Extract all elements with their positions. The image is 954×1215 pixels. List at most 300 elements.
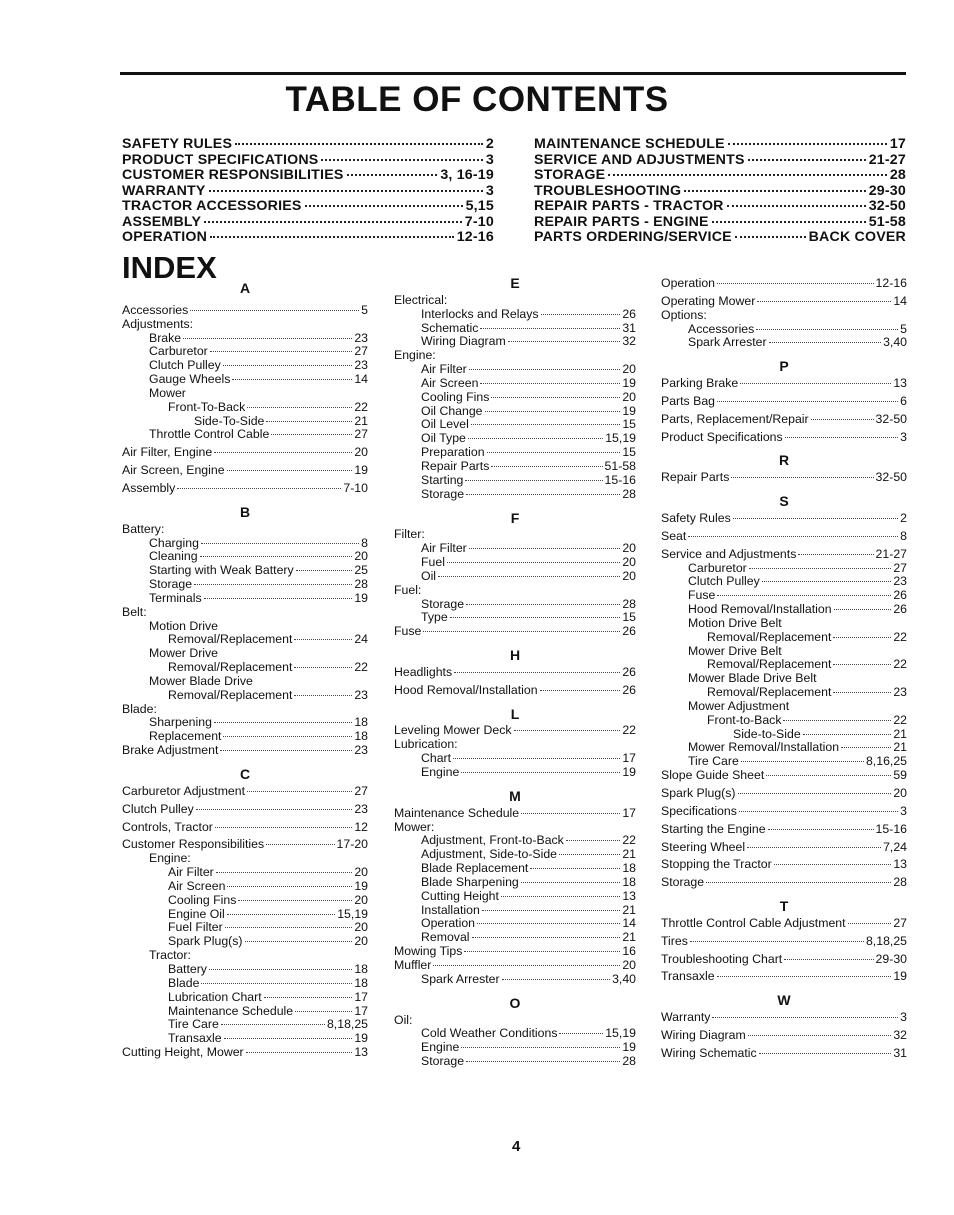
- index-heading-label: Mower Blade Drive: [149, 673, 253, 688]
- toc-entry[interactable]: [534, 136, 906, 152]
- index-entry[interactable]: [394, 555, 636, 569]
- spacer: [661, 349, 907, 358]
- index-group-heading: [394, 348, 636, 362]
- index-entry-label: Removal/Replacement: [168, 687, 293, 702]
- index-entry[interactable]: [122, 463, 368, 477]
- index-entry[interactable]: [122, 632, 368, 646]
- toc-entry[interactable]: [534, 183, 906, 199]
- spacer: [661, 484, 907, 493]
- index-entry-page: 14: [893, 293, 907, 308]
- index-heading-label: Mower Drive: [149, 646, 219, 661]
- index-group-heading: [122, 522, 368, 536]
- index-entry-label: Cleaning: [149, 549, 198, 564]
- index-group-heading: [122, 317, 368, 331]
- index-entry[interactable]: [122, 414, 368, 428]
- index-entry[interactable]: [394, 930, 636, 944]
- index-entry[interactable]: [122, 907, 368, 921]
- index-entry[interactable]: [394, 1054, 636, 1068]
- index-entry-label: Removal/Replacement: [168, 660, 293, 675]
- dot-leader: [559, 854, 620, 855]
- index-entry-label: Wiring Diagram: [421, 334, 506, 349]
- index-entry-label: Removal/Replacement: [707, 629, 832, 644]
- index-entry[interactable]: [661, 875, 907, 889]
- index-entry-page: 20: [354, 920, 368, 935]
- dot-leader: [741, 761, 864, 762]
- index-entry[interactable]: [122, 820, 368, 834]
- index-section-letter: E: [510, 275, 520, 291]
- index-entry-page: 15,19: [337, 906, 368, 921]
- dot-leader: [238, 900, 352, 901]
- dot-leader: [204, 221, 462, 223]
- index-heading-label: Mower:: [394, 819, 435, 834]
- index-entry-page: 3: [900, 429, 907, 444]
- index-entry[interactable]: [661, 786, 907, 800]
- index-entry-label: Hood Removal/Installation: [688, 602, 832, 617]
- index-entry[interactable]: [394, 597, 636, 611]
- index-entry[interactable]: [661, 840, 907, 854]
- dot-leader: [271, 434, 352, 435]
- index-entry[interactable]: [394, 958, 636, 972]
- index-entry-page: 21: [354, 413, 368, 428]
- index-entry-page: 21: [893, 726, 907, 741]
- index-entry[interactable]: [394, 390, 636, 404]
- toc-entry[interactable]: [122, 214, 494, 230]
- index-entry[interactable]: [122, 577, 368, 591]
- index-entry-page: 3: [900, 1010, 907, 1025]
- dot-leader: [608, 174, 887, 176]
- index-entry[interactable]: [394, 487, 636, 501]
- index-entry-page: 28: [622, 1054, 636, 1069]
- index-entry-label: Maintenance Schedule: [168, 1003, 294, 1018]
- dot-leader: [834, 609, 892, 610]
- dot-leader: [294, 667, 352, 668]
- dot-leader: [245, 941, 353, 942]
- index-entry-page: 26: [622, 306, 636, 321]
- index-entry-page: 21: [622, 902, 636, 917]
- index-entry[interactable]: [122, 427, 368, 441]
- spacer: [661, 443, 907, 452]
- index-entry[interactable]: [661, 804, 907, 818]
- index-entry[interactable]: [661, 276, 907, 290]
- index-entry[interactable]: [122, 865, 368, 879]
- dot-leader: [294, 639, 352, 640]
- index-entry-page: 51-58: [604, 458, 636, 473]
- index-entry[interactable]: [394, 445, 636, 459]
- index-entry-page: 28: [622, 596, 636, 611]
- toc-entry[interactable]: [122, 229, 494, 245]
- index-heading-label: Mower: [149, 385, 186, 400]
- index-entry-label: Wiring Diagram: [661, 1027, 746, 1042]
- dot-leader: [295, 1011, 352, 1012]
- index-entry[interactable]: [661, 529, 907, 543]
- dot-leader: [748, 159, 866, 161]
- index-entry[interactable]: [122, 563, 368, 577]
- index-entry-page: 59: [893, 768, 907, 783]
- index-entry[interactable]: [394, 362, 636, 376]
- index-entry[interactable]: [122, 331, 368, 345]
- index-entry-label: Clutch Pulley: [122, 801, 194, 816]
- index-entry[interactable]: [394, 806, 636, 820]
- index-entry[interactable]: [122, 358, 368, 372]
- index-entry-label: Specifications: [661, 803, 737, 818]
- index-entry[interactable]: [394, 1040, 636, 1054]
- dot-leader: [469, 548, 621, 549]
- dot-leader: [848, 923, 892, 924]
- index-entry-label: Engine: [421, 1040, 460, 1055]
- dot-leader: [833, 664, 891, 665]
- index-entry[interactable]: [394, 833, 636, 847]
- index-entry-page: 23: [893, 574, 907, 589]
- index-entry-page: 23: [354, 687, 368, 702]
- index-entry-label: Carburetor: [688, 560, 747, 575]
- index-entry-page: 14: [622, 916, 636, 931]
- index-entry-label: Cold Weather Conditions: [421, 1026, 558, 1041]
- index-entry[interactable]: [122, 445, 368, 459]
- index-heading-label: Motion Drive: [149, 618, 219, 633]
- dot-leader: [471, 424, 620, 425]
- dot-leader: [739, 811, 898, 812]
- index-entry[interactable]: [394, 473, 636, 487]
- index-entry-page: 26: [893, 588, 907, 603]
- index-entry[interactable]: [661, 547, 907, 561]
- index-entry[interactable]: [394, 765, 636, 779]
- index-entry[interactable]: [661, 822, 907, 836]
- index-entry-label: Transaxle: [661, 969, 715, 984]
- index-heading-label: Mower Drive Belt: [688, 643, 782, 658]
- index-entry[interactable]: [661, 574, 907, 588]
- index-entry-label: Blade Sharpening: [421, 874, 519, 889]
- index-entry-label: Air Filter: [168, 865, 214, 880]
- index-entry[interactable]: [394, 889, 636, 903]
- index-entry[interactable]: [122, 1031, 368, 1045]
- toc-left-column: [122, 136, 494, 245]
- index-entry[interactable]: [661, 934, 907, 948]
- index-entry[interactable]: [394, 459, 636, 473]
- index-entry[interactable]: [122, 536, 368, 550]
- index-entry[interactable]: [394, 321, 636, 335]
- index-entry[interactable]: [122, 660, 368, 674]
- index-entry[interactable]: [122, 893, 368, 907]
- index-entry[interactable]: [661, 511, 907, 525]
- index-entry-page: 32-50: [875, 411, 907, 426]
- index-entry[interactable]: [394, 861, 636, 875]
- index-entry-page: 13: [354, 1045, 368, 1060]
- index-entry[interactable]: [122, 990, 368, 1004]
- index-entry[interactable]: [122, 372, 368, 386]
- index-entry-page: 3: [900, 803, 907, 818]
- index-entry[interactable]: [394, 903, 636, 917]
- index-entry[interactable]: [122, 962, 368, 976]
- index-section-letter: P: [779, 358, 789, 375]
- index-entry-page: 20: [622, 362, 636, 377]
- toc-entry-label: REPAIR PARTS - TRACTOR: [534, 198, 724, 214]
- toc-entry[interactable]: [122, 198, 494, 214]
- dot-leader: [757, 301, 891, 302]
- index-entry[interactable]: [394, 944, 636, 958]
- index-entry[interactable]: [122, 549, 368, 563]
- dot-leader: [768, 829, 874, 830]
- index-entry-label: Side-To-Side: [194, 413, 265, 428]
- toc-entry[interactable]: [534, 198, 906, 214]
- index-entry-label: Cutting Height: [421, 888, 499, 903]
- index-entry[interactable]: [122, 743, 368, 757]
- index-entry[interactable]: [661, 740, 907, 754]
- index-entry[interactable]: [661, 713, 907, 727]
- index-entry-page: 19: [622, 403, 636, 418]
- index-entry-page: 12-16: [875, 276, 907, 290]
- index-entry-label: Storage: [421, 596, 465, 611]
- index-entry-label: Customer Responsibilities: [122, 837, 265, 852]
- index-entry-page: 28: [622, 486, 636, 501]
- index-entry[interactable]: [661, 657, 907, 671]
- index-entry[interactable]: [122, 934, 368, 948]
- index-entry-label: Spark Arrester: [421, 971, 500, 986]
- dot-leader: [784, 959, 873, 960]
- index-entry[interactable]: [661, 470, 907, 484]
- index-entry[interactable]: [394, 1026, 636, 1040]
- index-entry-label: Carburetor: [149, 344, 208, 359]
- index-entry-label: Tire Care: [688, 754, 739, 769]
- index-entry-page: 15-16: [875, 821, 907, 836]
- index-entry-label: Front-To-Back: [168, 399, 246, 414]
- dot-leader: [190, 310, 359, 311]
- index-entry-page: 22: [622, 723, 636, 738]
- index-entry-page: 18: [622, 861, 636, 876]
- dot-leader: [447, 562, 620, 563]
- index-heading-label: Belt:: [122, 604, 147, 619]
- index-entry-label: Adjustment, Front-to-Back: [421, 833, 564, 848]
- index-entry-label: Air Screen, Engine: [122, 463, 225, 478]
- index-entry-label: Sharpening: [149, 715, 212, 730]
- index-entry[interactable]: [661, 602, 907, 616]
- dot-leader: [466, 604, 620, 605]
- spacer: [394, 697, 636, 706]
- index-entry[interactable]: [122, 1004, 368, 1018]
- toc-entry[interactable]: [122, 152, 494, 168]
- index-entry-label: Type: [421, 610, 448, 625]
- index-entry[interactable]: [661, 412, 907, 426]
- index-entry[interactable]: [122, 715, 368, 729]
- index-entry-label: Throttle Control Cable Adjustment: [661, 915, 846, 930]
- index-entry-page: 32: [622, 334, 636, 349]
- index-entry-label: Cooling Fins: [168, 892, 237, 907]
- dot-leader: [209, 190, 483, 192]
- index-entry-page: 20: [354, 892, 368, 907]
- index-entry[interactable]: [394, 624, 636, 638]
- index-entry[interactable]: [394, 916, 636, 930]
- index-entry[interactable]: [394, 972, 636, 986]
- index-entry[interactable]: [394, 847, 636, 861]
- index-entry-page: 26: [893, 602, 907, 617]
- index-entry[interactable]: [661, 754, 907, 768]
- index-entry-label: Oil Change: [421, 403, 483, 418]
- index-section-letter: A: [239, 280, 251, 296]
- index-entry[interactable]: [394, 417, 636, 431]
- toc-entry-label: ASSEMBLY: [122, 213, 202, 230]
- toc-entry[interactable]: [122, 183, 494, 199]
- index-entry-label: Installation: [421, 902, 480, 917]
- index-entry-page: 21-27: [875, 546, 907, 561]
- toc-entry[interactable]: [122, 136, 494, 152]
- index-entry[interactable]: [122, 802, 368, 816]
- index-entry[interactable]: [122, 591, 368, 605]
- index-entry-page: 3,40: [612, 971, 636, 986]
- dot-leader: [214, 722, 352, 723]
- index-entry-page: 23: [354, 330, 368, 345]
- index-entry[interactable]: [661, 335, 907, 349]
- index-entry[interactable]: [394, 431, 636, 445]
- dot-leader: [480, 383, 620, 384]
- index-entry[interactable]: [661, 1010, 907, 1024]
- index-entry-label: Operation: [661, 276, 716, 290]
- index-entry[interactable]: [661, 727, 907, 741]
- index-entry-label: Gauge Wheels: [149, 372, 231, 387]
- dot-leader: [247, 407, 352, 408]
- index-entry[interactable]: [122, 1017, 368, 1031]
- index-entry[interactable]: [394, 875, 636, 889]
- index-entry[interactable]: [394, 683, 636, 697]
- index-entry[interactable]: [122, 1045, 368, 1059]
- dot-leader: [433, 965, 620, 966]
- toc-entry-page: 7-10: [464, 213, 494, 230]
- index-entry[interactable]: [122, 303, 368, 317]
- index-entry[interactable]: [661, 1028, 907, 1042]
- index-entry[interactable]: [394, 610, 636, 624]
- index-entry[interactable]: [661, 630, 907, 644]
- dot-leader: [472, 937, 621, 938]
- dot-leader: [461, 772, 620, 773]
- index-section-letter: T: [779, 898, 789, 915]
- index-entry[interactable]: [122, 688, 368, 702]
- index-entry-page: 18: [622, 874, 636, 889]
- dot-leader: [210, 236, 454, 238]
- toc-entry-label: STORAGE: [534, 167, 606, 183]
- index-entry[interactable]: [394, 334, 636, 348]
- index-entry[interactable]: [122, 344, 368, 358]
- index-entry-page: 22: [622, 833, 636, 848]
- index-entry-label: Air Filter: [421, 362, 467, 377]
- index-entry[interactable]: [661, 857, 907, 871]
- toc-entry-label: PARTS ORDERING/SERVICE: [534, 229, 732, 245]
- index-heading-label: Oil:: [394, 1012, 413, 1027]
- index-entry[interactable]: [661, 952, 907, 966]
- index-entry-label: Oil: [421, 568, 437, 583]
- index-entry-page: 15: [622, 417, 636, 432]
- index-group-heading: [122, 948, 368, 962]
- index-entry[interactable]: [661, 916, 907, 930]
- index-entry-page: 21: [893, 740, 907, 755]
- index-entry-label: Oil Level: [421, 417, 469, 432]
- dot-leader: [508, 341, 621, 342]
- index-entry[interactable]: [394, 723, 636, 737]
- index-entry[interactable]: [394, 376, 636, 390]
- toc-entry[interactable]: [534, 214, 906, 230]
- dot-leader: [747, 847, 881, 848]
- index-entry-label: Fuel Filter: [168, 920, 223, 935]
- index-entry-page: 29-30: [875, 951, 907, 966]
- index-entry[interactable]: [661, 685, 907, 699]
- index-entry-page: 13: [893, 857, 907, 872]
- index-entry[interactable]: [394, 404, 636, 418]
- index-entry[interactable]: [661, 294, 907, 308]
- index-entry[interactable]: [122, 837, 368, 851]
- index-entry-label: Removal/Replacement: [168, 632, 293, 647]
- index-entry[interactable]: [122, 481, 368, 495]
- toc-entry-page: 21-27: [868, 151, 906, 168]
- toc-entry[interactable]: [534, 229, 906, 245]
- dot-leader: [225, 927, 353, 928]
- index-entry-label: Product Specifications: [661, 429, 783, 444]
- dot-leader: [454, 672, 620, 673]
- index-entry[interactable]: [661, 376, 907, 390]
- index-entry-page: 17: [622, 751, 636, 766]
- index-entry[interactable]: [122, 879, 368, 893]
- index-entry[interactable]: [661, 322, 907, 336]
- index-entry[interactable]: [122, 976, 368, 990]
- index-entry[interactable]: [122, 784, 368, 798]
- index-entry[interactable]: [661, 969, 907, 983]
- toc-entry[interactable]: [122, 167, 494, 183]
- index-entry-label: Mower Removal/Installation: [688, 740, 840, 755]
- index-entry-label: Assembly: [122, 480, 176, 495]
- index-entry[interactable]: [661, 561, 907, 575]
- index-entry[interactable]: [661, 768, 907, 782]
- index-entry-label: Troubleshooting Chart: [661, 951, 783, 966]
- toc-title: TABLE OF CONTENTS: [285, 80, 669, 119]
- index-entry[interactable]: [661, 430, 907, 444]
- index-entry-label: Side-to-Side: [733, 726, 801, 741]
- index-entry[interactable]: [394, 307, 636, 321]
- index-entry-page: 5: [900, 321, 907, 336]
- index-entry-label: Mowing Tips: [394, 944, 463, 959]
- index-entry-page: 8: [900, 528, 907, 543]
- dot-leader: [541, 314, 621, 315]
- index-entry-page: 28: [893, 875, 907, 890]
- index-entry-label: Engine: [421, 765, 460, 779]
- dot-leader: [450, 617, 621, 618]
- index-entry[interactable]: [122, 729, 368, 743]
- index-entry[interactable]: [394, 751, 636, 765]
- index-entry-page: 3,40: [883, 335, 907, 350]
- dot-leader: [204, 598, 353, 599]
- index-entry[interactable]: [122, 920, 368, 934]
- index-group-heading: [122, 646, 368, 660]
- dot-leader: [264, 997, 353, 998]
- dot-leader: [684, 190, 865, 192]
- index-entry-label: Service and Adjustments: [661, 546, 797, 561]
- index-entry-page: 23: [354, 743, 368, 758]
- index-entry[interactable]: [661, 394, 907, 408]
- dot-leader: [223, 736, 352, 737]
- index-entry[interactable]: [661, 588, 907, 602]
- dot-leader: [232, 379, 352, 380]
- dot-leader: [214, 452, 352, 453]
- index-entry[interactable]: [394, 541, 636, 555]
- index-entry[interactable]: [122, 400, 368, 414]
- spacer: [122, 757, 368, 766]
- toc-entry-label: MAINTENANCE SCHEDULE: [534, 136, 725, 152]
- index-entry-page: 24: [354, 632, 368, 647]
- toc-entry[interactable]: [534, 167, 906, 183]
- toc-entry[interactable]: [534, 152, 906, 168]
- index-entry-page: 26: [622, 682, 636, 697]
- index-entry[interactable]: [394, 569, 636, 583]
- index-entry[interactable]: [661, 1046, 907, 1060]
- index-entry-page: 8,18,25: [865, 933, 907, 948]
- dot-leader: [717, 283, 874, 284]
- index-entry-label: Transaxle: [168, 1031, 222, 1046]
- index-entry[interactable]: [394, 665, 636, 679]
